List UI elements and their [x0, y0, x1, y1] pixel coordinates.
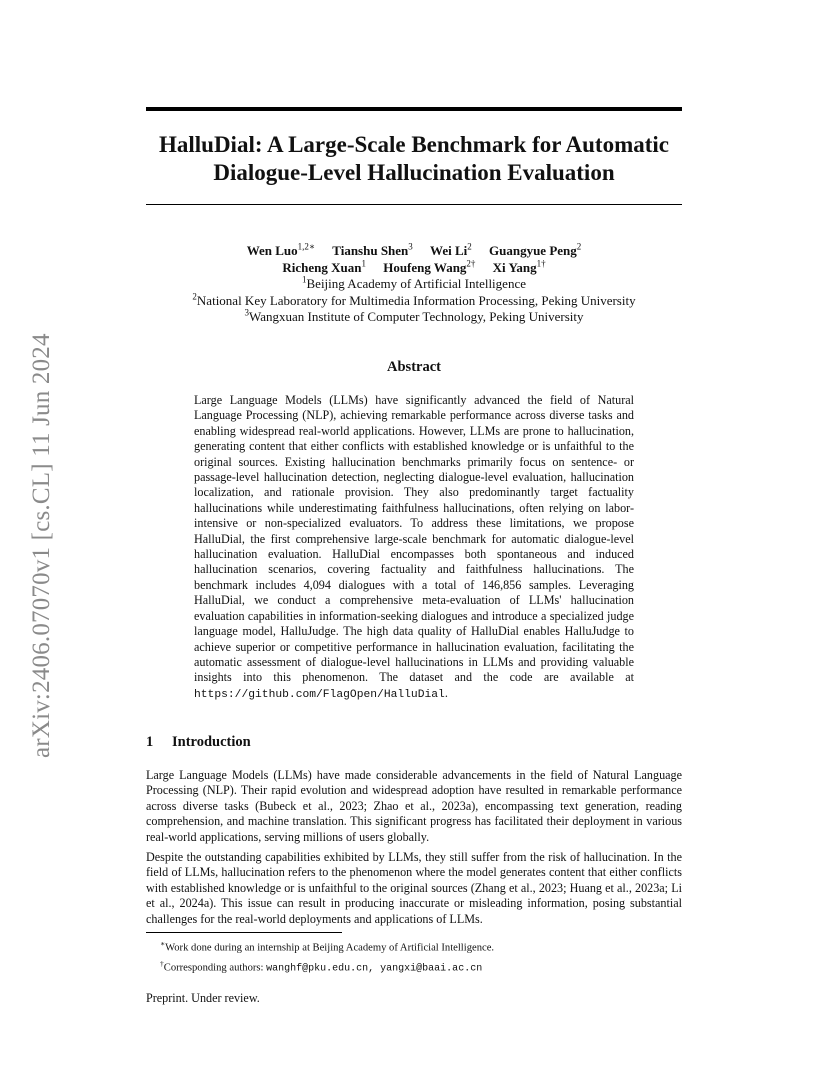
- title-line-1: HalluDial: A Large-Scale Benchmark for Automatic: [158, 132, 669, 157]
- title-bottom-rule: [146, 204, 682, 205]
- author-sup: 3: [408, 241, 413, 252]
- footnote-1: ∗Work done during an internship at Beijing Academy of Artificial Intelligence.: [160, 939, 495, 954]
- footnotes: [160, 936, 680, 976]
- abstract-body: Large Language Models (LLMs) have significantly advanced the field of Natural Language Processing (NLP), achieving remarkable performance across diverse tasks and enabling widespread real-world applications. However, LLMs are prone to hallucination, generating content that either conflicts with established knowledge or is unfaithful to the original sources. Existing hallucination benchmarks primarily focus on sentence- or passage-level hallucination detection, neglecting dialogue-level evaluation, hallucination localization, and rationale provision. They also predominantly target factuality hallucinations while underestimating faithfulness hallucinations, often relying on labor-intensive or non-specialized evaluators. To address these limitations, we propose HalluDial, the first comprehensive large-scale benchmark for automatic dialogue-level hallucination evaluation. HalluDial encompasses both spontaneous and induced hallucination scenarios, covering factuality and faithfulness hallucinations. The benchmark includes 4,094 dialogues with a total of 146,856 samples. Leveraging HalluDial, we conduct a comprehensive meta-evaluation of LLMs' hallucination evaluation capabilities in information-seeking dialogues and introduce a specialized judge language model, HalluJudge. The high data quality of HalluDial enables HalluJudge to achieve superior or competitive performance in hallucination evaluation, facilitating the automatic assessment of dialogue-level hallucinations in LLMs and providing valuable insights into this phenomenon. The dataset and the code are available at https://github.com/FlagOpen/HalluDial.: [194, 393, 634, 701]
- author-sup: 2: [467, 241, 472, 252]
- paper-title: [146, 131, 682, 187]
- abstract-text: Large Language Models (LLMs) have significantly advanced the field of Natural Language Processing (NLP), achieving remarkable performance across diverse tasks and enabling widespread real-world applications. However, LLMs are prone to hallucination, generating content that either conflicts with established knowledge or is unfaithful to the original sources. Existing hallucination benchmarks primarily focus on sentence- or passage-level hallucination detection, neglecting dialogue-level evaluation, hallucination localization, and rationale provision. They also predominantly target factuality hallucinations while underestimating faithfulness hallucinations, often relying on labor-intensive or non-specialized evaluators. To address these limitations, we propose HalluDial, the first comprehensive large-scale benchmark for automatic dialogue-level hallucination evaluation. HalluDial encompasses both spontaneous and induced hallucination scenarios, covering factuality and faithfulness hallucinations. The benchmark includes 4,094 dialogues with a total of 146,856 samples. Leveraging HalluDial, we conduct a comprehensive meta-evaluation of LLMs' hallucination evaluation capabilities in information-seeking dialogues and introduce a specialized judge language model, HalluJudge. The high data quality of HalluDial enables HalluJudge to achieve superior or competitive performance in hallucination evaluation, facilitating the automatic assessment of dialogue-level hallucinations in LLMs and providing valuable insights into this phenomenon. The dataset and the code are available at: [194, 393, 634, 685]
- footnote-2: †Corresponding authors: wanghf@pku.edu.cn, yangxi@baai.ac.cn: [160, 958, 483, 975]
- author-block: [146, 243, 682, 326]
- title-line-2: Dialogue-Level Hallucination Evaluation: [213, 160, 615, 185]
- author-name: Tianshu Shen: [332, 243, 409, 258]
- preprint-notice: Preprint. Under review.: [146, 991, 260, 1005]
- affiliation-line: $^1$Beijing Academy of Artificial Intelligence: [302, 274, 526, 291]
- author-row-2: [146, 260, 682, 277]
- author-sup: 2†: [466, 258, 476, 269]
- affiliation-line: $^2$National Key Laboratory for Multimedia Information Processing, Peking University: [192, 291, 636, 308]
- author-row-1: [146, 243, 682, 260]
- author-sup: 1,2∗: [297, 241, 316, 252]
- author-name: Guangyue Peng: [489, 243, 577, 258]
- author-sup: 2: [576, 241, 582, 252]
- author-name: Xi Yang: [492, 259, 537, 275]
- title-top-rule: [146, 107, 682, 111]
- section-heading: [146, 734, 251, 751]
- author-name: Richeng Xuan: [282, 259, 362, 275]
- section-title: Introduction: [172, 734, 251, 750]
- affiliation-line: $^3$Wangxuan Institute of Computer Technology, Peking University: [244, 307, 584, 324]
- author-sup: 1†: [536, 258, 546, 269]
- section-number: 1: [146, 734, 154, 750]
- corresponding-emails: wanghf@pku.edu.cn, yangxi@baai.ac.cn: [266, 963, 483, 975]
- author-name: Wei Li: [430, 243, 468, 258]
- intro-paragraph-2: Despite the outstanding capabilities exhibited by LLMs, they still suffer from the risk of hallucination. In the field of LLMs, hallucination refers to the phenomenon where the model generates content that either conflicts with established knowledge or is unfaithful to the original sources (Zhang et al., 2023; Huang et al., 2023a; Li et al., 2024a). This issue can result in producing inaccurate or misleading information, posing substantial challenges for the real-world deployments and applications of LLMs.: [146, 850, 682, 926]
- arxiv-stamp: arXiv:2406.07070v1 [cs.CL] 11 Jun 2024: [28, 333, 55, 758]
- abstract-heading: Abstract: [387, 359, 441, 375]
- footnote-rule: [146, 932, 342, 933]
- intro-paragraph-1: Large Language Models (LLMs) have made considerable advancements in the field of Natural Language Processing (NLP). Their rapid evolution and widespread adoption have resulted in remarkable performance across diverse tasks (Bubeck et al., 2023; Zhao et al., 2023a), encompassing text generation, reading comprehension, and machine translation. This significant progress has facilitated their deployment in various real-world applications, serving millions of users globally.: [146, 768, 682, 844]
- author-name: Wen Luo: [246, 243, 298, 258]
- abstract-url-link[interactable]: https://github.com/FlagOpen/HalluDial: [194, 688, 445, 701]
- author-name: Houfeng Wang: [383, 259, 467, 275]
- author-sup: 1: [361, 258, 366, 269]
